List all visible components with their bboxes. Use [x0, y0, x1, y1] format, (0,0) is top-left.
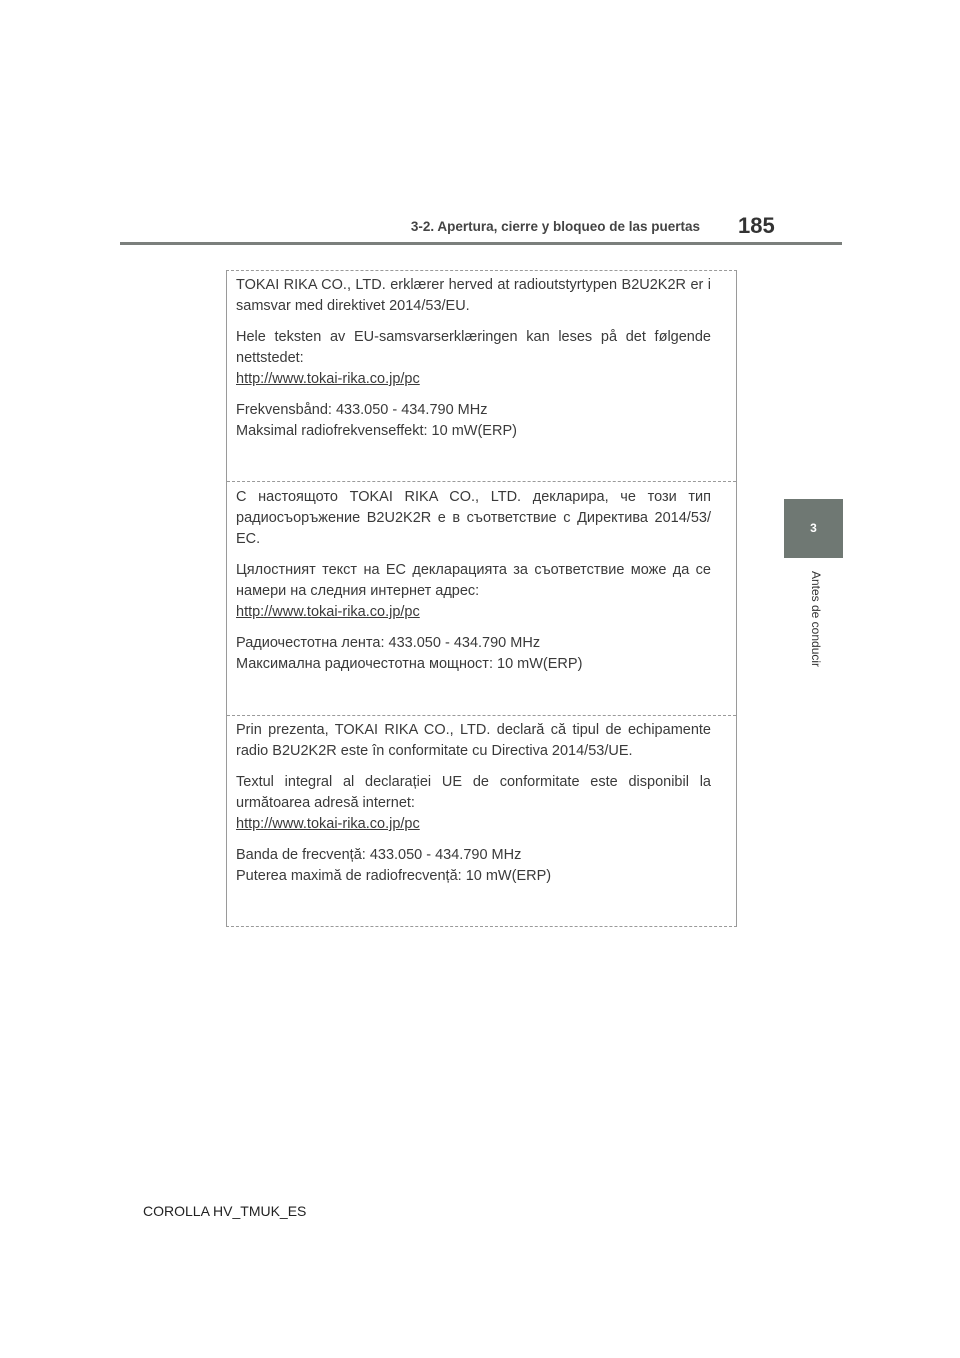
declaration-bulgarian — [227, 481, 736, 685]
declaration-url-link[interactable]: http://www.tokai-rika.co.jp/pc — [236, 604, 420, 620]
declaration-statement: Prin prezenta, TOKAI RIKA CO., LTD. declară că tipul de echipamente radio B2U2K2R este în conformitate cu Directiva 2014/53/UE. — [236, 722, 711, 759]
declaration-statement: TOKAI RIKA CO., LTD. erklærer herved at radioutstyrtypen B2U2K2R er i samsvar med direktivet 2014/53/EU. — [236, 277, 711, 314]
declaration-text-note: Цялостният текст на ЕС декларацията за съответствие може да се намери на следния интернет адрес: — [236, 562, 711, 599]
model-code: COROLLA HV_TMUK_ES — [143, 1203, 307, 1219]
chapter-tab: 3 — [784, 499, 843, 558]
declaration-text-note: Textul integral al declarației UE de conformitate este disponibil la următoarea adresă internet: — [236, 774, 711, 811]
section-title: 3-2. Apertura, cierre y bloqueo de las puertas — [410, 219, 700, 234]
frequency-band: Banda de frecvență: 433.050 - 434.790 MHz — [236, 847, 522, 863]
declaration-url-link[interactable]: http://www.tokai-rika.co.jp/pc — [236, 816, 420, 832]
max-power: Maksimal radiofrekvenseffekt: 10 mW(ERP) — [236, 423, 517, 439]
frequency-band: Frekvensbånd: 433.050 - 434.790 MHz — [236, 402, 488, 418]
header-rule — [120, 242, 842, 245]
declaration-url-link[interactable]: http://www.tokai-rika.co.jp/pc — [236, 371, 420, 387]
declaration-statement: С настоящото TOKAI RIKA CO., LTD. декларира, че този тип радиосъоръжение B2U2K2R е в съответствие с Директива 2014/53/ЕС. — [236, 489, 711, 547]
declaration-text-note: Hele teksten av EU-samsvarserklæringen kan leses på det følgende nettstedet: — [236, 329, 711, 366]
declaration-box — [226, 270, 737, 927]
page-number: 185 — [738, 213, 775, 238]
chapter-label: Antes de conducir — [809, 570, 823, 668]
declaration-norwegian — [227, 275, 736, 452]
max-power: Максимална радиочестотна мощност: 10 mW(ERP) — [236, 656, 583, 672]
frequency-band: Радиочестотна лента: 433.050 - 434.790 MHz — [236, 635, 541, 651]
max-power: Puterea maximă de radiofrecvență: 10 mW(ERP) — [236, 868, 552, 884]
declaration-romanian — [227, 715, 736, 897]
